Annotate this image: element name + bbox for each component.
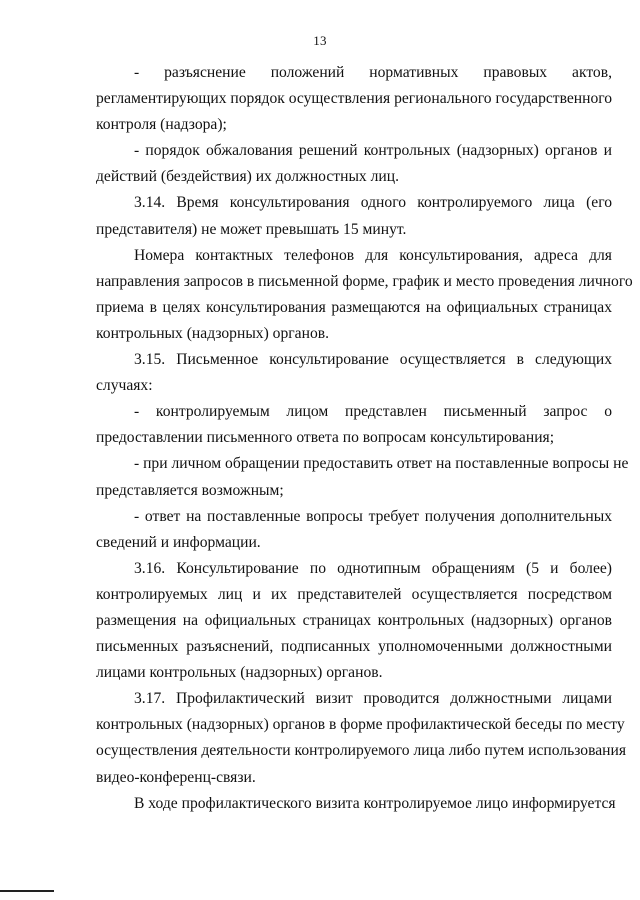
paragraph-line: видео-конференц-связи. xyxy=(96,768,256,786)
paragraph xyxy=(96,347,612,399)
paragraph xyxy=(96,190,612,242)
paragraph xyxy=(96,791,616,817)
paragraph-line: случаях: xyxy=(96,377,153,395)
paragraph-line: письменных разъяснений, подписанных уполномоченными должностными xyxy=(96,638,612,656)
paragraph-line: осуществления деятельности контролируемого лица либо путем использования xyxy=(96,742,627,760)
paragraph-line: - ответ на поставленные вопросы требует получения дополнительных xyxy=(134,507,612,525)
paragraph-line: контроля (надзора); xyxy=(96,116,227,134)
paragraph-line: Номера контактных телефонов для консультирования, адреса для xyxy=(134,246,612,264)
paragraph-line: контрольных (надзорных) органов. xyxy=(96,324,329,342)
paragraph-line: действий (бездействия) их должностных лиц. xyxy=(96,168,399,186)
paragraph-line: контролируемых лиц и их представителей осуществляется посредством xyxy=(96,585,612,603)
document-body xyxy=(96,60,633,817)
paragraph-line: представителя) не может превышать 15 минут. xyxy=(96,220,407,238)
paragraph xyxy=(96,243,633,347)
paragraph-line: 3.16. Консультирование по однотипным обращениям (5 и более) xyxy=(134,559,612,577)
paragraph xyxy=(96,451,629,503)
paragraph-line: 3.17. Профилактический визит проводится должностными лицами xyxy=(134,690,612,708)
paragraph xyxy=(96,504,612,556)
paragraph-line: - разъяснение положений нормативных правовых актов, xyxy=(134,64,612,81)
paragraph-line: предоставлении письменного ответа по вопросам консультирования; xyxy=(96,429,555,447)
paragraph-line: сведений и информации. xyxy=(96,533,261,551)
paragraph-line: размещения на официальных страницах контрольных (надзорных) органов xyxy=(96,611,612,629)
paragraph xyxy=(96,60,612,138)
paragraph-line: приема в целях консультирования размещаются на официальных страницах xyxy=(96,298,612,316)
paragraph xyxy=(96,556,612,686)
paragraph-line: 3.15. Письменное консультирование осуществляется в следующих xyxy=(134,351,612,369)
paragraph-line: - порядок обжалования решений контрольных (надзорных) органов и xyxy=(134,142,612,160)
paragraph-line: В ходе профилактического визита контролируемое лицо информируется xyxy=(134,794,616,812)
paragraph-line: представляется возможным; xyxy=(96,481,284,499)
scan-edge-mark xyxy=(0,890,54,892)
paragraph-line: регламентирующих порядок осуществления регионального государственного xyxy=(96,90,613,108)
paragraph-line: лицами контрольных (надзорных) органов. xyxy=(96,664,383,682)
paragraph-line: направления запросов в письменной форме, график и место проведения личного xyxy=(96,272,633,290)
paragraph xyxy=(96,138,612,190)
paragraph-line: - контролируемым лицом представлен письменный запрос о xyxy=(134,403,612,421)
paragraph-line: - при личном обращении предоставить ответ на поставленные вопросы не xyxy=(134,455,629,473)
paragraph xyxy=(96,686,627,790)
page-number: 13 xyxy=(313,33,327,48)
paragraph xyxy=(96,399,612,451)
paragraph-line: 3.14. Время консультирования одного контролируемого лица (его xyxy=(134,194,612,212)
paragraph-line: контрольных (надзорных) органов в форме профилактической беседы по месту xyxy=(96,716,625,734)
